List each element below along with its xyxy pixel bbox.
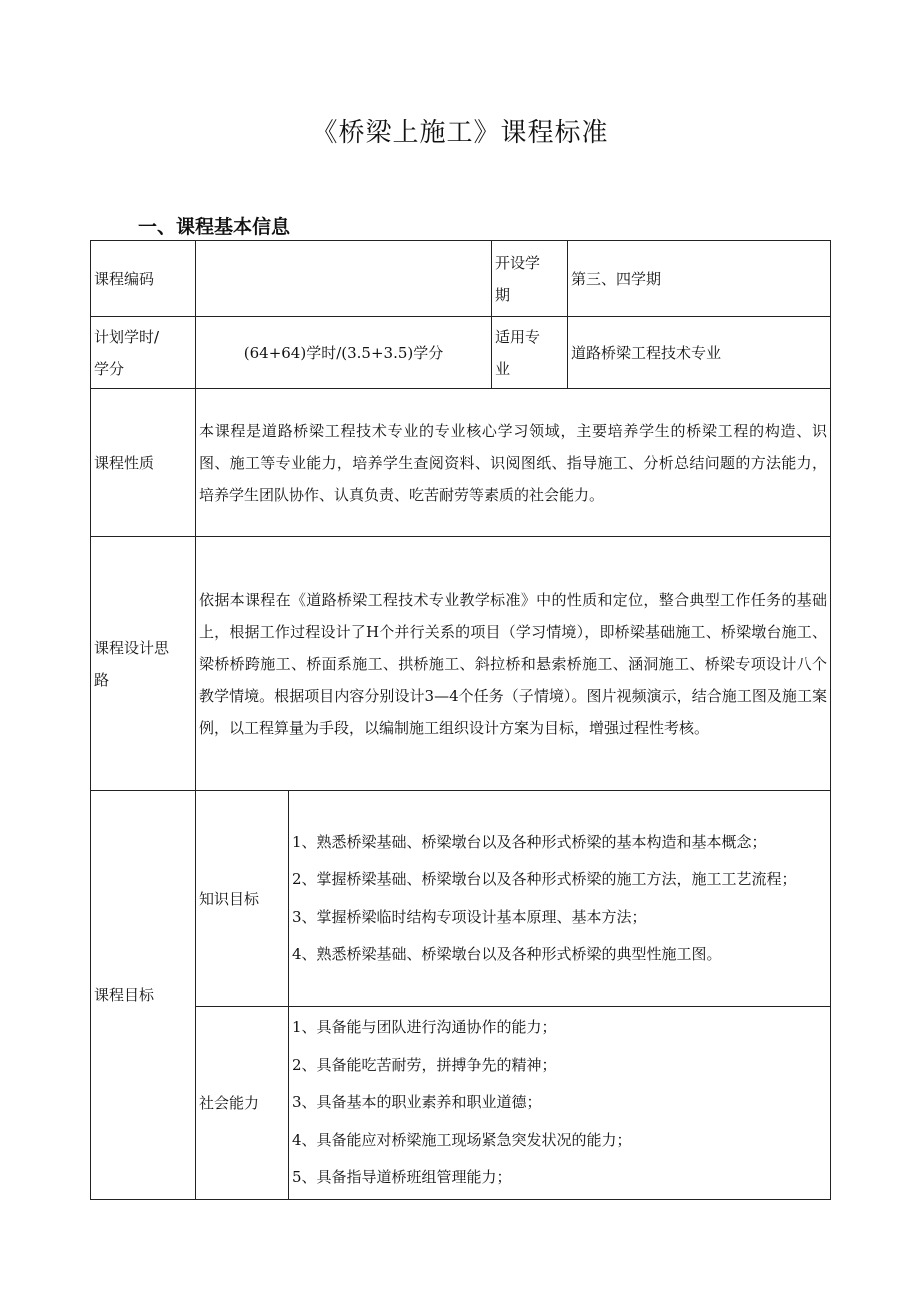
semester-label-line1: 开设学 (495, 253, 541, 272)
list-item: 1、具备能与团队进行沟通协作的能力； (292, 1018, 557, 1036)
list-item: 5、具备指导道桥班组管理能力； (292, 1168, 512, 1186)
semester-value: 第三、四学期 (568, 241, 831, 317)
list-item: 2、具备能吃苦耐劳，拼搏争先的精神； (292, 1055, 557, 1074)
design-label (91, 537, 196, 791)
nature-text: 本课程是道路桥梁工程技术专业的专业核心学习领域，主要培养学生的桥梁工程的构造、识图、施工等专业能力，培养学生查阅资料、识阅图纸、指导施工、分析总结问题的方法能力，培养学生团队协作、认真负责、吃苦耐劳等素质的社会能力。 (196, 389, 831, 537)
major-label-line1: 适用专 (495, 327, 541, 346)
table-row (91, 1007, 831, 1200)
list-item: 3、具备基本的职业素养和职业道德； (292, 1093, 542, 1111)
social-list (289, 1007, 831, 1200)
hours-label-line2: 学分 (94, 359, 125, 378)
major-value: 道路桥梁工程技术专业 (568, 317, 831, 389)
course-code-value (196, 241, 492, 317)
hours-value: (64+64)学时/(3.5+3.5)学分 (196, 317, 492, 389)
design-label-line1: 课程设计思 (94, 638, 170, 657)
knowledge-list (289, 791, 831, 1007)
list-item: 2、掌握桥梁基础、桥梁墩台以及各种形式桥梁的施工方法，施工工艺流程； (292, 870, 797, 888)
table-row (91, 317, 831, 389)
list-item: 1、熟悉桥梁基础、桥梁墩台以及各种形式桥梁的基本构造和基本概念； (292, 832, 767, 851)
course-info-table (90, 240, 831, 1200)
list-item: 3、掌握桥梁临时结构专项设计基本原理、基本方法； (292, 907, 647, 926)
section-heading: 一、课程基本信息 (138, 216, 291, 238)
semester-label (492, 241, 568, 317)
design-label-line2: 路 (94, 670, 110, 689)
table-row (91, 537, 831, 791)
goals-label: 课程目标 (91, 791, 196, 1200)
design-text: 依据本课程在《道路桥梁工程技术专业教学标准》中的性质和定位，整合典型工作任务的基础上，根据工作过程设计了H个并行关系的项目（学习情境），即桥梁基础施工、桥梁墩台施工、梁桥桥跨施工、桥面系施工、拱桥施工、斜拉桥和悬索桥施工、涵洞施工、桥梁专项设计八个教学情境。根据项目内容分别设计3—4个任务（子情境）。图片视频演示，结合施工图及施工案例，以工程算量为手段，以编制施工组织设计方案为目标，增强过程性考核。 (196, 537, 831, 791)
hours-label-line1: 计划学时/ (94, 327, 160, 346)
document-title: 《桥梁上施工》课程标准 (311, 118, 609, 148)
list-item: 4、熟悉桥梁基础、桥梁墩台以及各种形式桥梁的典型性施工图。 (292, 945, 722, 963)
list-item: 4、具备能应对桥梁施工现场紧急突发状况的能力； (292, 1130, 632, 1149)
major-label-line2: 业 (495, 359, 511, 378)
table-row (91, 389, 831, 537)
knowledge-label: 知识目标 (196, 791, 289, 1007)
course-code-label: 课程编码 (91, 241, 196, 317)
table-row (91, 241, 831, 317)
semester-label-line2: 期 (495, 285, 511, 304)
major-label (492, 317, 568, 389)
table-row (91, 791, 831, 1007)
social-label: 社会能力 (196, 1007, 289, 1200)
hours-label (91, 317, 196, 389)
nature-label: 课程性质 (91, 389, 196, 537)
